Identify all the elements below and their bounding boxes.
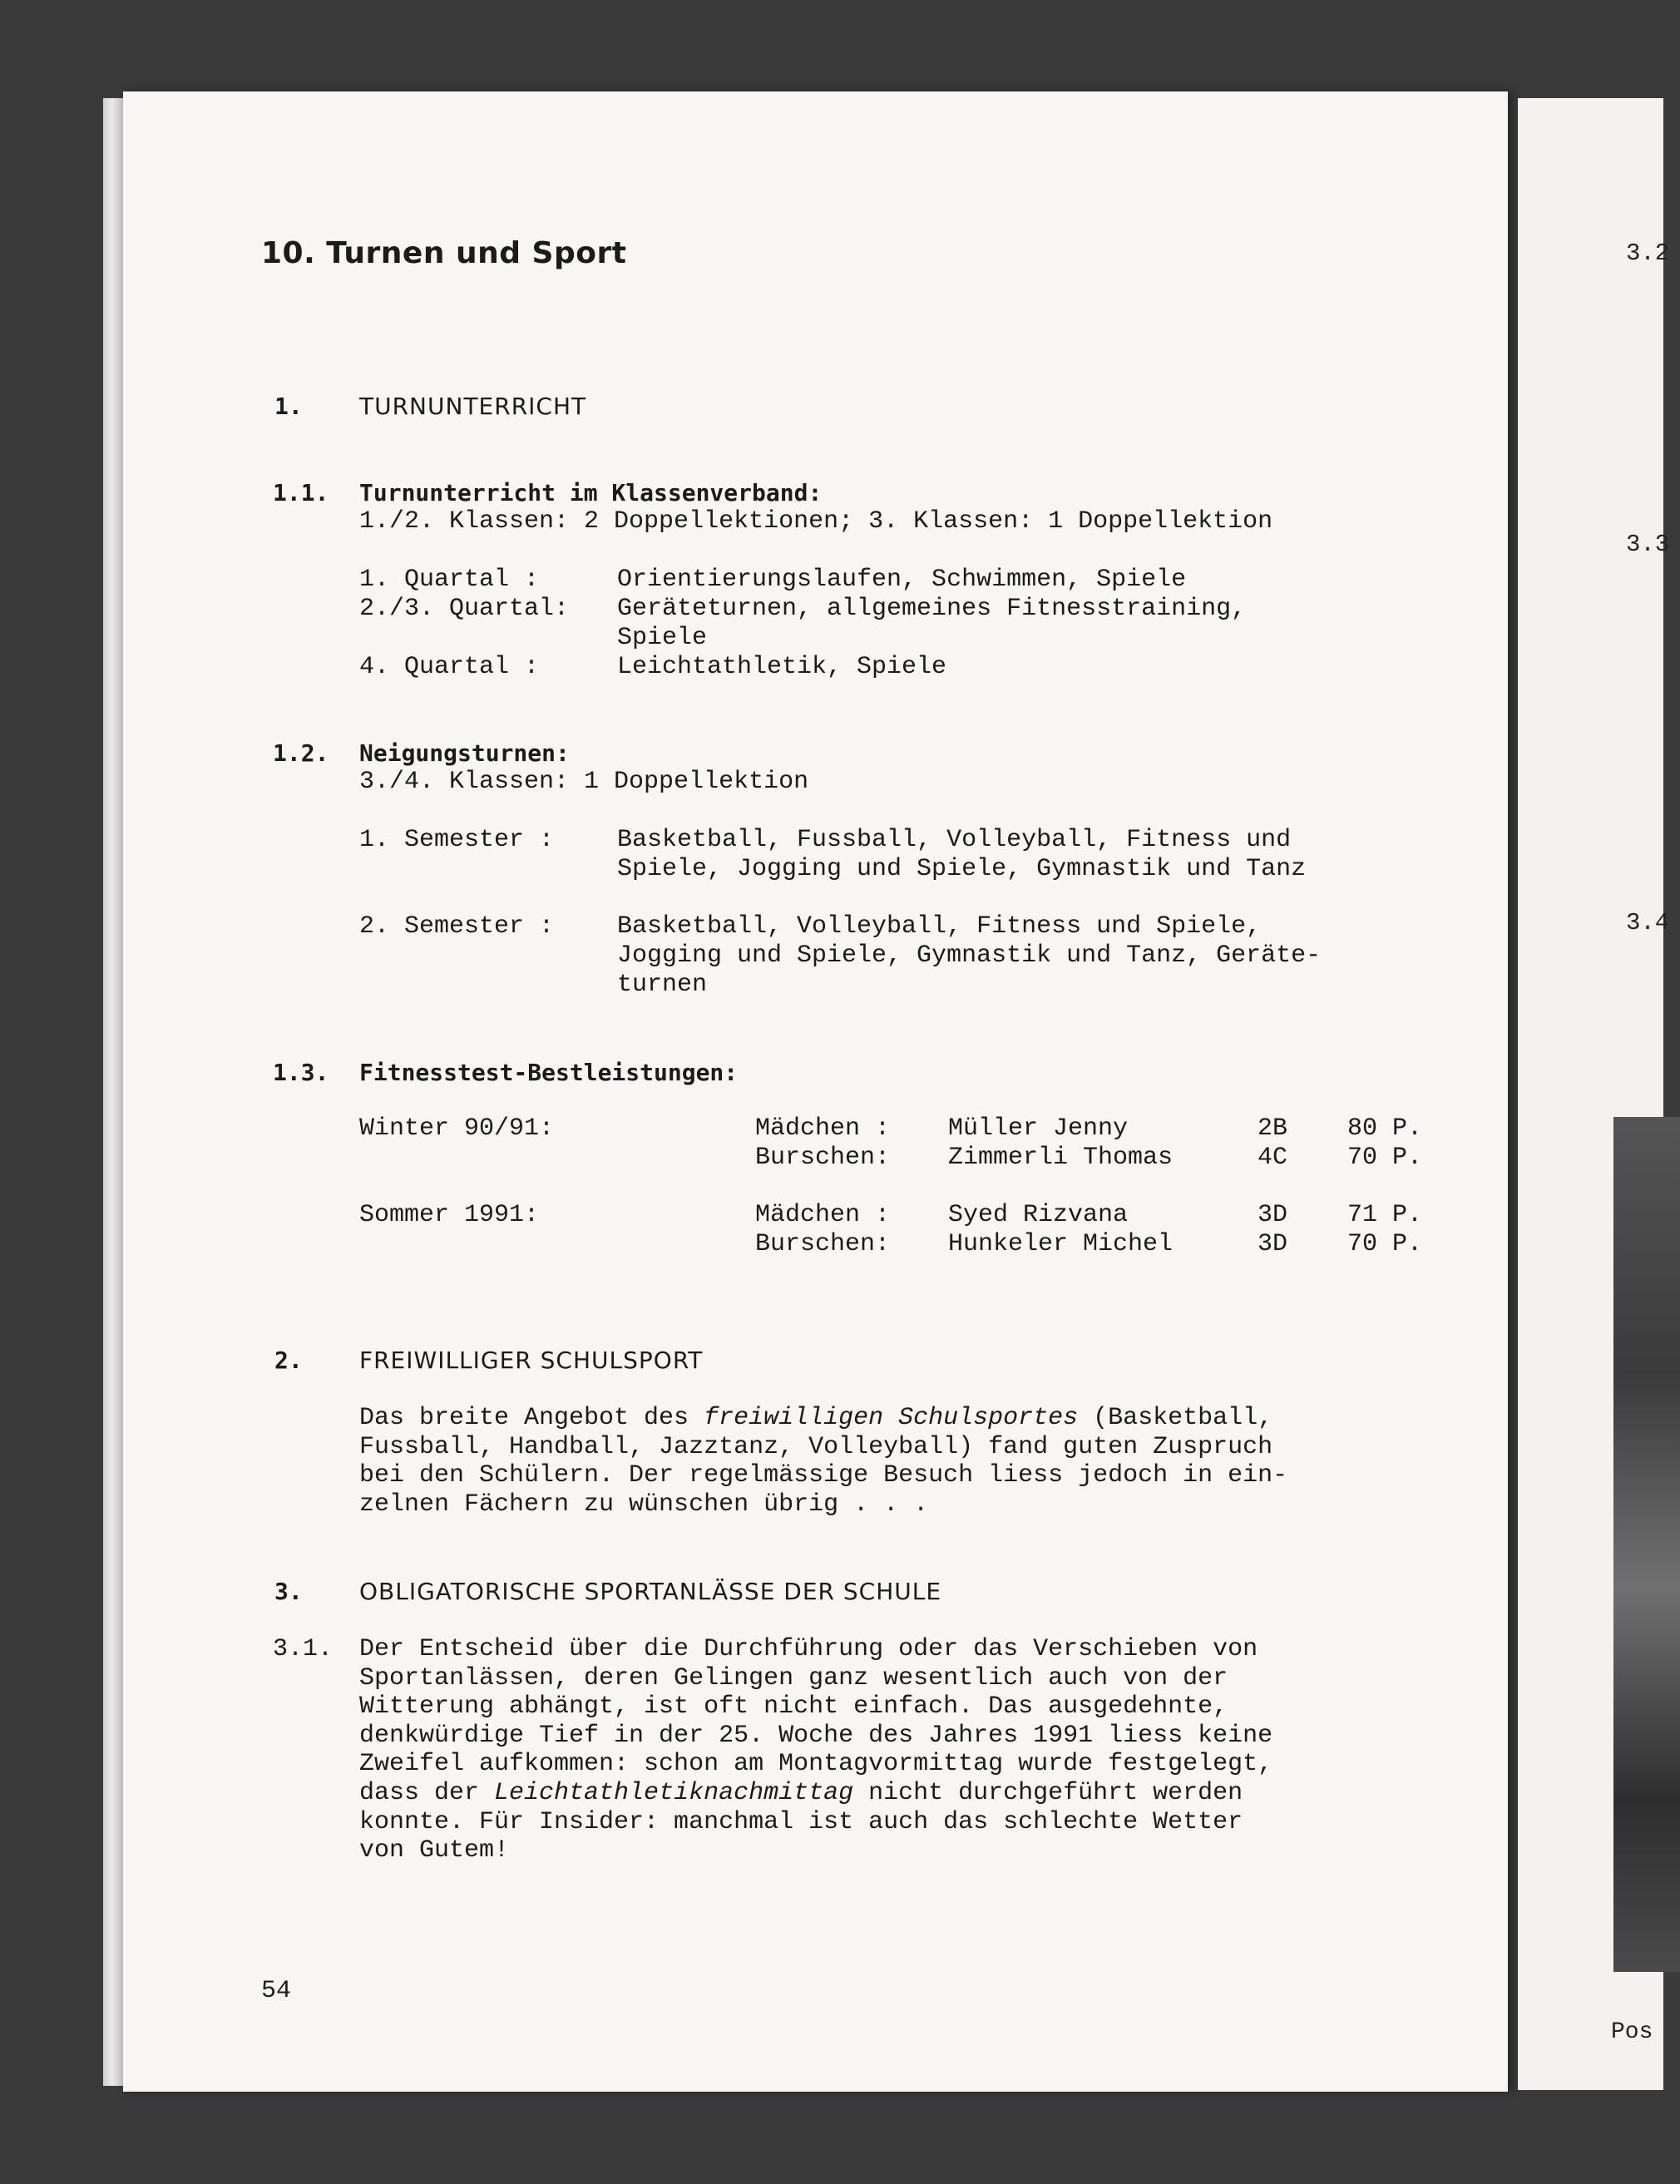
subsection-heading: Turnunterricht im Klassenverband: (359, 479, 823, 506)
facing-page (1518, 98, 1670, 2090)
schedule-text: Geräteturnen, allgemeines Fitnesstraining, (617, 595, 1247, 623)
class-schedule-line: 1./2. Klassen: 2 Doppellektionen; 3. Klassen: 1 Doppellektion (359, 507, 1273, 536)
schedule-text: Orientierungslaufen, Schwimmen, Spiele (617, 566, 1187, 594)
semester-text: Spiele, Jogging und Spiele, Gymnastik und Tanz (617, 855, 1307, 883)
facing-caption: Pos (1611, 2019, 1653, 2045)
page-title: 10. Turnen und Sport (261, 236, 627, 270)
schedule-text: Spiele (617, 624, 708, 652)
result-name: Müller Jenny (948, 1114, 1129, 1143)
paragraph-sport-events: Der Entscheid über die Durchführung oder das Verschieben von Sportanlässen, deren Gelingen ganz wesentlich auch von der Witterung abhängt, ist oft nicht einfach. Das ausgedehnte, denkwürdige Tief in der 25. Woche des Jahres 1991 liess keine Zweifel aufkommen: schon am Montagvormittag wurde festgelegt, dass der Leichtathletiknachmittag nicht durchgeführt werden konnte. Für Insider: manchmal ist auch das schlechte Wetter von Gutem! (359, 1635, 1273, 1865)
schedule-label: 4. Quartal : (359, 653, 540, 681)
result-season: Sommer 1991: (359, 1201, 540, 1229)
section-number: 2. (274, 1346, 303, 1374)
result-class: 2B (1258, 1114, 1288, 1143)
result-points: 71 P. (1347, 1201, 1423, 1229)
facing-section-marker: 3.2 (1626, 240, 1670, 267)
subsection-number: 1.2. (273, 739, 329, 767)
section-heading: TURNUNTERRICHT (359, 393, 587, 420)
facing-section-marker: 3.4 (1626, 909, 1670, 936)
subsection-number: 1.3. (273, 1059, 329, 1086)
result-class: 4C (1258, 1144, 1288, 1172)
semester-text: turnen (617, 971, 708, 999)
result-name: Hunkeler Michel (948, 1230, 1174, 1258)
subsection-number: 1.1. (273, 479, 329, 506)
schedule-label: 2./3. Quartal: (359, 595, 570, 623)
result-name: Syed Rizvana (948, 1201, 1129, 1229)
facing-photo (1613, 1117, 1680, 1972)
subsection-number: 3.1. (273, 1635, 334, 1663)
semester-text: Basketball, Volleyball, Fitness und Spiele, (617, 912, 1262, 941)
result-name: Zimmerli Thomas (948, 1144, 1174, 1172)
semester-text: Basketball, Fussball, Volleyball, Fitness und (617, 826, 1292, 854)
result-group: Mädchen : (755, 1114, 891, 1143)
result-class: 3D (1258, 1230, 1288, 1258)
paragraph-voluntary-sport: Das breite Angebot des freiwilligen Schulsportes (Basketball, Fussball, Handball, Jazztanz, Volleyball) fand guten Zuspruch bei den Schülern. Der regelmässige Besuch liess jedoch in ein- zelnen Fächern zu wünschen übrig . . . (359, 1404, 1288, 1519)
result-points: 70 P. (1347, 1144, 1423, 1172)
result-group: Mädchen : (755, 1201, 891, 1229)
schedule-text: Leichtathletik, Spiele (617, 653, 947, 681)
subsection-heading: Neigungsturnen: (359, 739, 570, 767)
result-points: 70 P. (1347, 1230, 1423, 1258)
semester-text: Jogging und Spiele, Gymnastik und Tanz, Geräte- (617, 941, 1322, 970)
semester-label: 2. Semester : (359, 912, 555, 941)
page-edge (103, 98, 125, 2086)
class-schedule-line: 3./4. Klassen: 1 Doppellektion (359, 768, 809, 796)
facing-section-marker: 3.3 (1626, 531, 1670, 558)
result-season: Winter 90/91: (359, 1114, 555, 1143)
section-heading: OBLIGATORISCHE SPORTANLÄSSE DER SCHULE (359, 1578, 942, 1605)
section-number: 1. (274, 393, 303, 420)
section-number: 3. (274, 1578, 303, 1605)
page-number: 54 (261, 1977, 292, 2005)
result-points: 80 P. (1347, 1114, 1423, 1143)
section-heading: FREIWILLIGER SCHULSPORT (359, 1346, 704, 1374)
result-group: Burschen: (755, 1144, 891, 1172)
result-group: Burschen: (755, 1230, 891, 1258)
schedule-label: 1. Quartal : (359, 566, 540, 594)
subsection-heading: Fitnesstest-Bestleistungen: (359, 1059, 739, 1086)
result-class: 3D (1258, 1201, 1288, 1229)
semester-label: 1. Semester : (359, 826, 555, 854)
